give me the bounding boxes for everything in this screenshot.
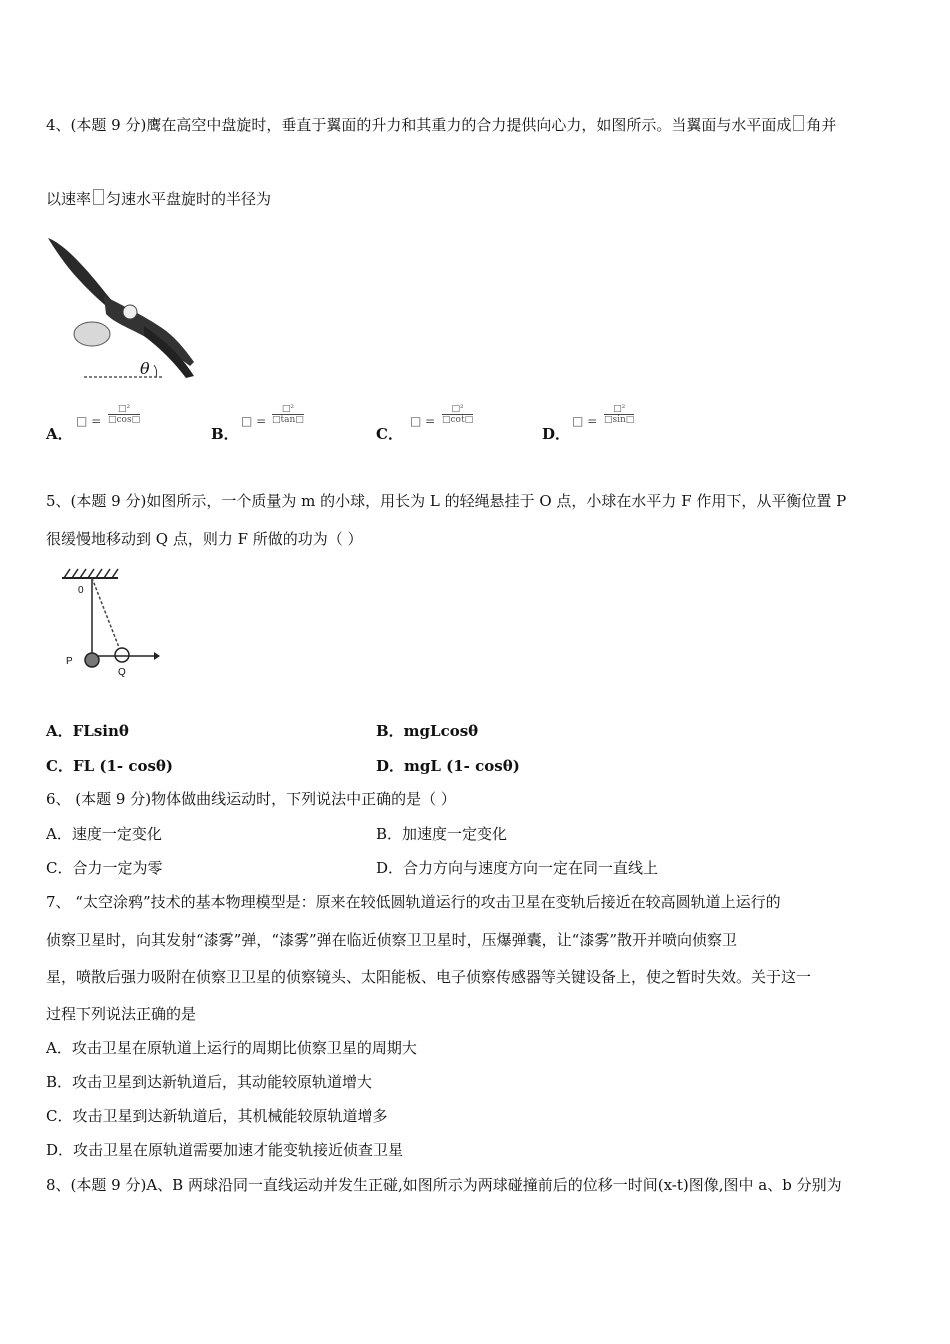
q7-stem-line1: 7、 “太空涂鸦”技术的基本物理模型是：原来在较低圆轨道运行的攻击卫星在变轨后接近在较高圆轨道上运行的 — [46, 893, 781, 911]
position-label-q: Q — [118, 667, 126, 678]
q4-option-c-label[interactable]: C． — [376, 425, 403, 443]
q4-option-a-label[interactable]: A． — [46, 425, 73, 443]
q4-option-b-lhs: □ = — [241, 414, 267, 428]
q7-option-b[interactable]: B．攻击卫星到达新轨道后，其动能较原轨道增大 — [46, 1073, 373, 1091]
q8-stem-line1: 8、(本题 9 分)A、B 两球沿同一直线运动并发生正碰,如图所示为两球碰撞前后的位移一时间(x-t)图像,图中 a、b 分别为 — [46, 1176, 842, 1194]
q4-stem-line2: 以速率 匀速水平盘旋时的半径为 — [46, 190, 272, 208]
q4-option-d-numerator: □² — [604, 404, 634, 415]
q4-stem-line1: 4、(本题 9 分)鹰在高空中盘旋时，垂直于翼面的升力和其重力的合力提供向心力，如图所示。当翼面与水平面成 角并 — [46, 116, 837, 134]
q5-option-c[interactable]: C．FL (1- cosθ) — [46, 757, 174, 775]
q7-option-c[interactable]: C．攻击卫星到达新轨道后，其机械能较原轨道增多 — [46, 1107, 388, 1125]
q4-option-c-denominator: □cot□ — [442, 415, 474, 425]
q4-option-d-label[interactable]: D． — [542, 425, 571, 443]
q7-option-d[interactable]: D．攻击卫星在原轨道需要加速才能变轨接近侦查卫星 — [46, 1141, 404, 1159]
q4-option-c-fraction — [442, 404, 473, 425]
ceiling-hatching — [64, 569, 118, 578]
q4-option-a-fraction — [108, 404, 140, 425]
pivot-label-o: 0 — [78, 585, 84, 596]
q4-option-b-fraction — [272, 404, 304, 425]
q6-option-b[interactable]: B．加速度一定变化 — [376, 825, 508, 843]
q7-stem-line4: 过程下列说法正确的是 — [46, 1005, 197, 1023]
q4-option-a-numerator: □² — [108, 404, 140, 415]
q4-option-c-numerator: □² — [442, 404, 473, 415]
q5-stem-line2: 很缓慢地移动到 Q 点，则力 F 所做的功为（ ） — [46, 530, 363, 548]
q5-option-d[interactable]: D．mgL (1- cosθ) — [376, 757, 520, 775]
ball-p — [85, 653, 99, 667]
q4-option-b-label[interactable]: B． — [211, 425, 239, 443]
theta-label: θ — [140, 359, 150, 378]
position-label-p: P — [66, 656, 73, 667]
q4-option-a-lhs: □ = — [76, 414, 102, 428]
q4-option-a-denominator: □cos□ — [108, 415, 141, 425]
q4-option-c-lhs: □ = — [410, 414, 436, 428]
q6-option-c[interactable]: C．合力一定为零 — [46, 859, 163, 877]
q4-option-b-numerator: □² — [272, 404, 304, 415]
q7-option-a[interactable]: A．攻击卫星在原轨道上运行的周期比侦察卫星的周期大 — [46, 1039, 417, 1057]
q4-option-d-fraction — [604, 404, 634, 425]
q7-stem-line3: 星，喷散后强力吸附在侦察卫卫星的侦察镜头、太阳能板、电子侦察传感器等关键设备上，使之暂时失效。关于这一 — [46, 968, 812, 986]
q5-stem-line1: 5、(本题 9 分)如图所示，一个质量为 m 的小球，用长为 L 的轻绳悬挂于 O 点，小球在水平力 F 作用下，从平衡位置 P — [46, 492, 847, 510]
ball-q — [115, 648, 129, 662]
q5-option-a[interactable]: A．FLsinθ — [46, 722, 129, 740]
q6-option-a[interactable]: A．速度一定变化 — [46, 825, 162, 843]
eagle-figure — [44, 236, 204, 382]
q4-option-b-denominator: □tan□ — [272, 415, 304, 425]
q6-option-d[interactable]: D．合力方向与速度方向一定在同一直线上 — [376, 859, 659, 877]
q4-option-d-denominator: □sin□ — [604, 415, 635, 425]
eagle-tail — [74, 322, 110, 346]
angle-arc — [154, 365, 157, 377]
string-dashed — [92, 578, 120, 650]
q5-option-b[interactable]: B．mgLcosθ — [376, 722, 479, 740]
pendulum-figure — [56, 566, 166, 686]
force-arrow-head — [154, 652, 160, 660]
eagle-head — [123, 305, 137, 319]
q4-option-d-lhs: □ = — [572, 414, 598, 428]
q6-stem: 6、 (本题 9 分)物体做曲线运动时，下列说法中正确的是（ ） — [46, 790, 456, 808]
q7-stem-line2: 侦察卫星时，向其发射“漆雾”弹，“漆雾”弹在临近侦察卫卫星时，压爆弹囊，让“漆雾”散开并喷向侦察卫 — [46, 931, 738, 949]
